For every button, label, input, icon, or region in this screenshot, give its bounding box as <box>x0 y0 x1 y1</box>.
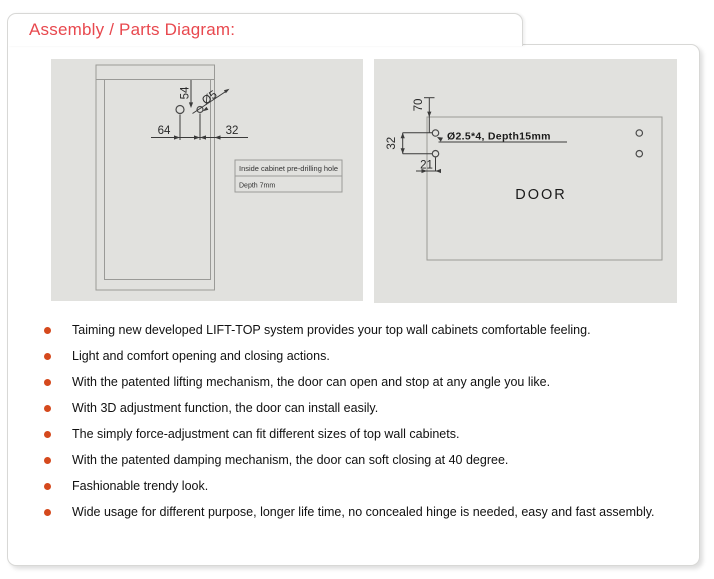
feature-text: Taiming new developed LIFT-TOP system provides your top wall cabinets comfortable feeling. <box>72 323 591 337</box>
dimension-70 <box>413 98 435 133</box>
note-box <box>235 160 342 192</box>
feature-item <box>41 318 671 343</box>
cabinet-diagram <box>51 59 363 301</box>
feature-item <box>41 500 671 525</box>
drill-hole <box>432 130 438 136</box>
dimension-54 <box>180 80 194 108</box>
bullet-icon <box>44 509 51 516</box>
door-label: DOOR <box>515 187 567 203</box>
door-diagram <box>374 59 677 303</box>
feature-text: The simply force-adjustment can fit different sizes of top wall cabinets. <box>72 427 460 441</box>
svg-text:Ø5: Ø5 <box>200 88 220 108</box>
section-title: Assembly / Parts Diagram: <box>29 20 236 39</box>
svg-text:Depth 7mm: Depth 7mm <box>239 182 276 190</box>
dimension-64-32 <box>151 114 248 141</box>
bullet-icon <box>44 431 51 438</box>
feature-item <box>41 396 671 421</box>
drill-hole <box>176 106 184 114</box>
dimension-32 <box>386 133 432 154</box>
drill-hole <box>636 130 642 136</box>
feature-text: Wide usage for different purpose, longer life time, no concealed hinge is needed, easy and fast assembly. <box>72 505 655 519</box>
svg-text:Ø2.5*4, Depth15mm: Ø2.5*4, Depth15mm <box>447 130 551 143</box>
svg-text:Inside cabinet pre-drilling ho: Inside cabinet pre-drilling hole <box>239 166 339 173</box>
svg-text:54: 54 <box>179 86 192 100</box>
svg-text:64: 64 <box>157 125 171 137</box>
feature-text: With the patented lifting mechanism, the door can open and stop at any angle you like. <box>72 375 551 389</box>
feature-item <box>41 344 671 369</box>
svg-text:32: 32 <box>225 125 239 137</box>
bullet-icon <box>44 327 51 334</box>
drill-hole <box>636 151 642 157</box>
drill-hole <box>432 151 438 157</box>
feature-item <box>41 474 671 499</box>
bullet-icon <box>44 405 51 412</box>
cabinet-diagram-panel <box>51 59 363 301</box>
bullet-icon <box>44 353 51 360</box>
feature-item <box>41 370 671 395</box>
feature-item <box>41 422 671 447</box>
bullet-icon <box>44 457 51 464</box>
feature-text: Fashionable trendy look. <box>72 479 209 493</box>
dimension-21 <box>416 158 441 174</box>
svg-text:21: 21 <box>420 159 433 172</box>
svg-text:32: 32 <box>386 136 398 150</box>
door-diagram-panel <box>374 59 677 303</box>
svg-text:70: 70 <box>413 98 425 112</box>
feature-text: With 3D adjustment function, the door can install easily. <box>72 401 379 415</box>
feature-text: With the patented damping mechanism, the door can soft closing at 40 degree. <box>72 453 509 467</box>
hole-spec-callout <box>437 131 567 143</box>
feature-item <box>41 448 671 473</box>
feature-text: Light and comfort opening and closing actions. <box>72 349 330 363</box>
section-tab <box>7 13 523 46</box>
bullet-icon <box>44 379 51 386</box>
bullet-icon <box>44 483 51 490</box>
section-body <box>7 44 700 566</box>
cabinet-outline <box>96 65 215 290</box>
feature-list <box>41 318 671 526</box>
